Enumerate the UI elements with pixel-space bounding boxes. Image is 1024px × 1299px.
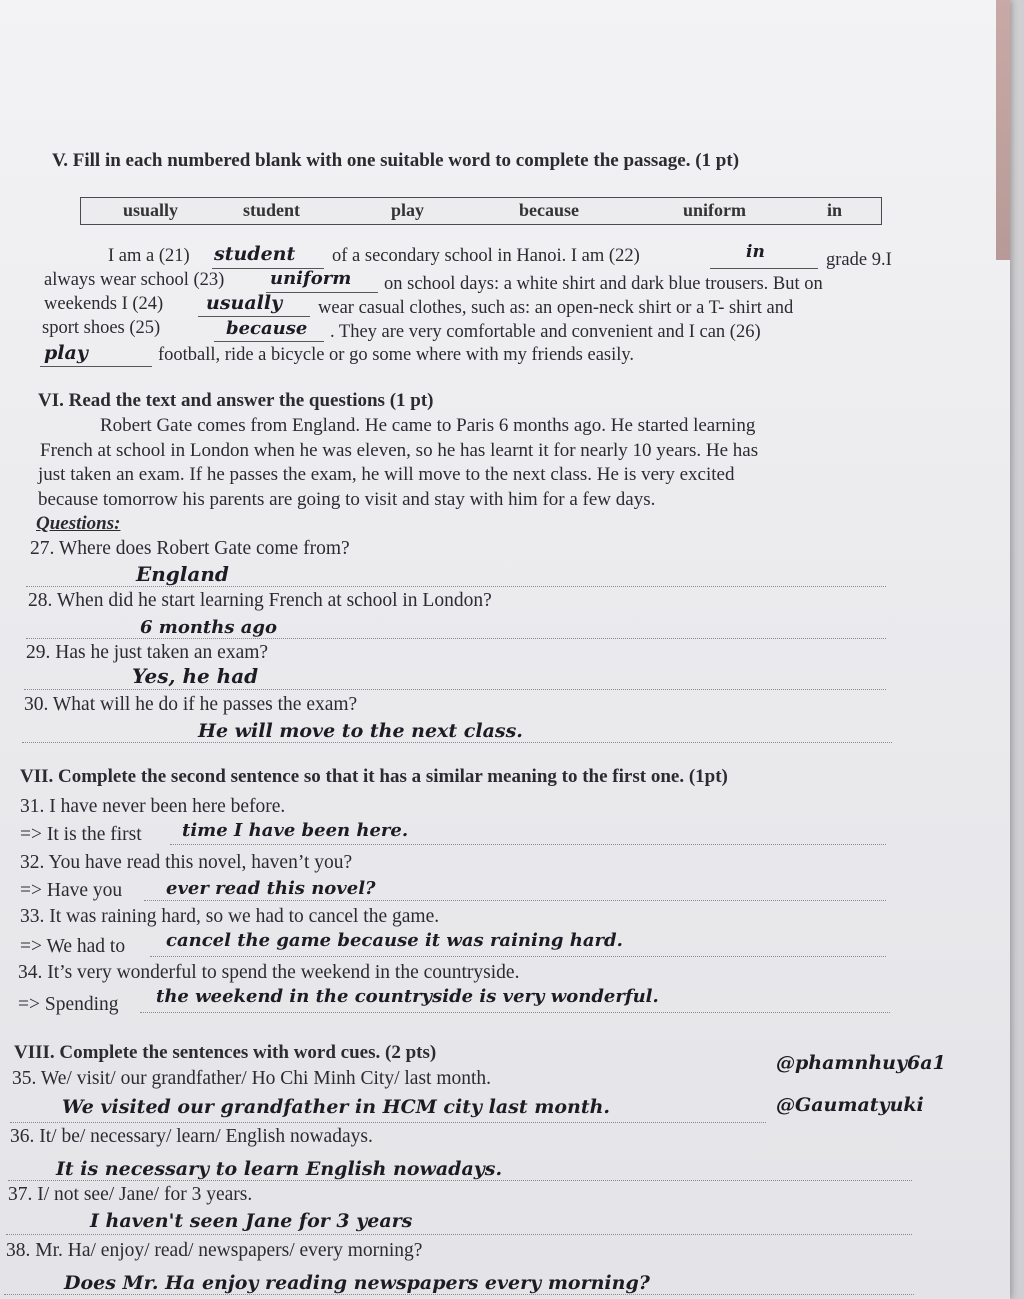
- question-35: 35. We/ visit/ our grandfather/ Ho Chi Minh City/ last month.: [12, 1068, 492, 1089]
- answer-37: I haven't seen Jane for 3 years: [90, 1210, 413, 1232]
- prompt-34: => Spending: [18, 994, 119, 1015]
- answer-30: He will move to the next class.: [198, 720, 523, 742]
- answer-line: [144, 900, 886, 901]
- blank-23: [266, 292, 378, 293]
- section-7-heading: VII. Complete the second sentence so that it has a similar meaning to the first one. (1pt): [20, 766, 728, 787]
- answer-35: We visited our grandfather in HCM city last month.: [62, 1096, 611, 1118]
- prompt-31: => It is the first: [20, 824, 142, 845]
- question-29: 29. Has he just taken an exam?: [26, 642, 269, 663]
- question-38: 38. Mr. Ha/ enjoy/ read/ newspapers/ every morning?: [6, 1240, 423, 1261]
- answer-32: ever read this novel?: [166, 878, 376, 899]
- reading-text-line: Robert Gate comes from England. He came to Paris 6 months ago. He started learning: [100, 415, 756, 436]
- section-8-heading: VIII. Complete the sentences with word cues. (2 pts): [14, 1042, 437, 1063]
- question-32: 32. You have read this novel, haven’t you?: [20, 852, 353, 873]
- answer-25: because: [226, 318, 308, 339]
- answer-line: [150, 956, 886, 957]
- answer-26: play: [44, 342, 88, 364]
- answer-31: time I have been here.: [182, 820, 409, 841]
- word-box-item: usually: [123, 200, 179, 220]
- blank-22: [710, 268, 818, 269]
- passage-text: weekends I (24): [44, 294, 164, 314]
- answer-22: in: [746, 242, 765, 262]
- answer-33: cancel the game because it was raining hard.: [166, 930, 623, 951]
- answer-line: [24, 689, 886, 690]
- blank-26: [40, 366, 152, 367]
- answer-line: [6, 1234, 912, 1235]
- passage-text: always wear school (23): [44, 270, 225, 290]
- answer-38: Does Mr. Ha enjoy reading newspapers every morning?: [64, 1272, 650, 1294]
- answer-line: [140, 1012, 890, 1013]
- word-box: [80, 197, 882, 225]
- passage-text: football, ride a bicycle or go some where with my friends easily.: [158, 345, 635, 365]
- word-box-item: play: [391, 200, 425, 220]
- blank-24: [198, 316, 310, 317]
- prompt-32: => Have you: [20, 880, 123, 901]
- answer-29: Yes, he had: [132, 664, 259, 688]
- question-34: 34. It’s very wonderful to spend the weekend in the countryside.: [18, 962, 520, 983]
- answer-28: 6 months ago: [140, 617, 277, 638]
- question-30: 30. What will he do if he passes the exam?: [24, 694, 358, 715]
- question-27: 27. Where does Robert Gate come from?: [30, 538, 350, 559]
- signature: @Gaumatyuki: [776, 1094, 924, 1116]
- passage-text: of a secondary school in Hanoi. I am (22): [332, 246, 640, 266]
- answer-21: student: [214, 243, 296, 265]
- question-33: 33. It was raining hard, so we had to cancel the game.: [20, 906, 440, 927]
- question-37: 37. I/ not see/ Jane/ for 3 years.: [8, 1184, 253, 1205]
- answer-27: England: [136, 562, 229, 586]
- word-box-item: uniform: [683, 200, 746, 220]
- passage-text: grade 9.I: [826, 250, 892, 270]
- answer-line: [8, 1180, 912, 1181]
- answer-24: usually: [206, 292, 283, 314]
- answer-line: [170, 844, 886, 845]
- reading-text-line: French at school in London when he was eleven, so he has learnt it for nearly 10 years. He has: [40, 440, 759, 461]
- question-31: 31. I have never been here before.: [20, 796, 286, 817]
- answer-line: [10, 1122, 766, 1123]
- prompt-33: => We had to: [20, 936, 126, 957]
- answer-23: uniform: [270, 268, 352, 289]
- answer-36: It is necessary to learn English nowadays.: [56, 1158, 503, 1180]
- answer-line: [26, 638, 886, 639]
- section-6-heading: VI. Read the text and answer the questions (1 pt): [38, 390, 434, 411]
- signature: @phamnhuy6a1: [776, 1052, 946, 1074]
- answer-line: [22, 742, 892, 743]
- answer-34: the weekend in the countryside is very wonderful.: [156, 986, 659, 1007]
- passage-text: I am a (21): [108, 246, 190, 266]
- question-36: 36. It/ be/ necessary/ learn/ English nowadays.: [10, 1126, 373, 1147]
- word-box-item: student: [243, 200, 301, 220]
- reading-text-line: just taken an exam. If he passes the exam, he will move to the next class. He is very excited: [38, 464, 735, 485]
- blank-25: [214, 341, 324, 342]
- question-28: 28. When did he start learning French at school in London?: [28, 590, 492, 611]
- reading-text-line: because tomorrow his parents are going to visit and stay with him for a few days.: [38, 489, 656, 510]
- passage-text: on school days: a white shirt and dark blue trousers. But on: [384, 274, 823, 294]
- answer-line: [26, 586, 886, 587]
- passage-text: sport shoes (25): [42, 318, 161, 338]
- section-5-heading: V. Fill in each numbered blank with one suitable word to complete the passage. (1 pt): [52, 150, 740, 171]
- page-edge: [996, 0, 1010, 260]
- word-box-item: because: [519, 200, 579, 220]
- answer-line: [4, 1294, 914, 1295]
- passage-text: wear casual clothes, such as: an open-neck shirt or a T- shirt and: [318, 298, 794, 318]
- passage-text: . They are very comfortable and convenient and I can (26): [330, 322, 761, 342]
- word-box-item: in: [827, 200, 843, 220]
- questions-label: Questions:: [36, 513, 121, 534]
